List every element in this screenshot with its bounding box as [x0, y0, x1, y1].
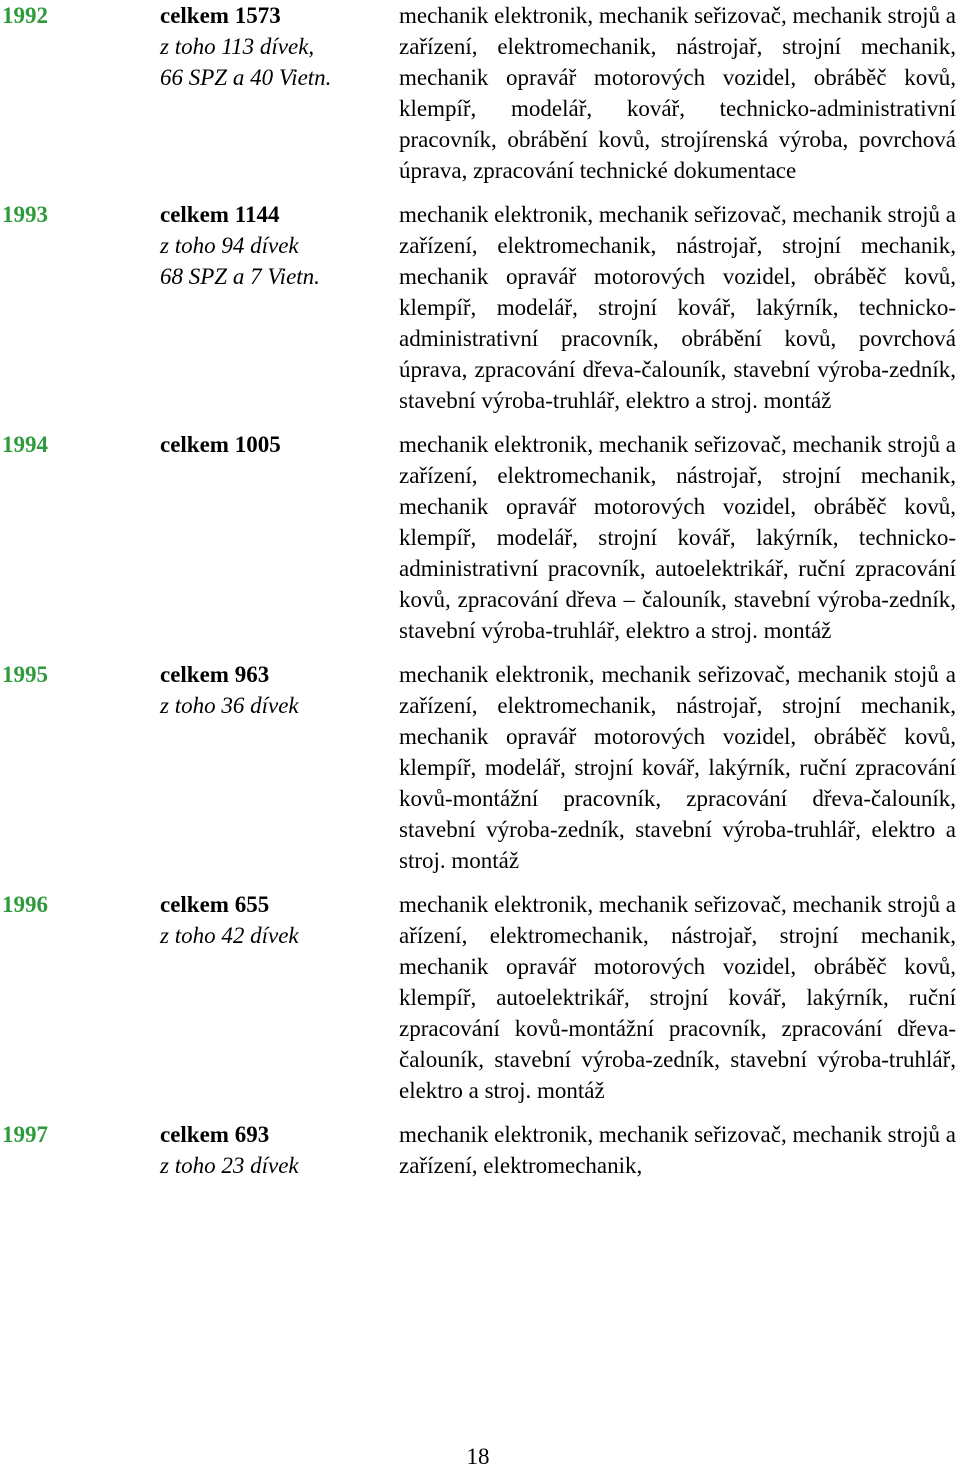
entry-summary: [160, 889, 380, 951]
year-entry-1996: [0, 889, 960, 1106]
entry-note: z toho 113 dívek,: [160, 34, 315, 59]
entry-trades: mechanik elektronik, mechanik seřizovač, mechanik stojů a zařízení, elektromechanik, nástrojař, strojní mechanik, mechanik opravář motorových vozidel, obráběč kovů, klempíř, modelář, strojní kovář, lakýrník, ruční zpracování kovů-montážní pracovník, zpracování dřeva-čalouník, stavební výroba-zedník, stavební výroba-truhlář, elektro a stroj. montáž: [399, 662, 956, 873]
entry-year: 1996: [2, 892, 48, 917]
year-entry-1992: [0, 0, 960, 186]
entry-trades: mechanik elektronik, mechanik seřizovač, mechanik strojů a zařízení, elektromechanik, nástrojař, strojní mechanik, mechanik opravář motorových vozidel, obráběč kovů, klempíř, modelář, strojní kovář, lakýrník, technicko-administrativní pracovník, obrábění kovů, povrchová úprava, zpracování dřeva-čalouník, stavební výroba-zedník, stavební výroba-truhlář, elektro a stroj. montáž: [399, 202, 956, 413]
entry-trades: mechanik elektronik, mechanik seřizovač, mechanik strojů a zařízení, elektromechanik, nástrojař, strojní mechanik, mechanik opravář motorových vozidel, obráběč kovů, klempíř, modelář, kovář, technicko-administrativní pracovník, obrábění kovů, strojírenská výroba, povrchová úprava, zpracování technické dokumentace: [399, 3, 956, 183]
entry-total: celkem 693: [160, 1122, 270, 1147]
entry-total: celkem 1573: [160, 3, 281, 28]
entry-note: z toho 94 dívek: [160, 233, 299, 258]
page-number: 18: [466, 1444, 490, 1469]
entry-note: z toho 23 dívek: [160, 1153, 299, 1178]
entry-total: celkem 1144: [160, 202, 280, 227]
entry-summary: [160, 0, 380, 93]
entry-total: celkem 963: [160, 662, 270, 687]
entry-trades: mechanik elektronik, mechanik seřizovač, mechanik strojů a zařízení, elektromechanik, nástrojař, strojní mechanik, mechanik opravář motorových vozidel, obráběč kovů, klempíř, modelář, strojní kovář, lakýrník, technicko-administrativní pracovník, autoelektrikář, ruční zpracování kovů, zpracování dřeva – čalouník, stavební výroba-zedník, stavební výroba-truhlář, elektro a stroj. montáž: [399, 432, 956, 643]
entry-year: 1993: [2, 202, 48, 227]
entry-year: 1994: [2, 432, 48, 457]
entry-summary: [160, 429, 380, 460]
entry-year: 1995: [2, 662, 48, 687]
year-entry-1993: [0, 199, 960, 416]
entry-total: celkem 1005: [160, 432, 281, 457]
year-entry-1994: [0, 429, 960, 646]
entry-note: z toho 42 dívek: [160, 923, 299, 948]
entry-total: celkem 655: [160, 892, 270, 917]
entry-summary: [160, 199, 380, 292]
entry-note: z toho 36 dívek: [160, 693, 299, 718]
entry-year: 1997: [2, 1122, 48, 1147]
entry-note: 68 SPZ a 7 Vietn.: [160, 264, 320, 289]
entry-year: 1992: [2, 3, 48, 28]
entry-summary: [160, 659, 380, 721]
year-entry-1997: [0, 1119, 960, 1181]
year-entry-1995: [0, 659, 960, 876]
entry-trades: mechanik elektronik, mechanik seřizovač, mechanik strojů a zařízení, elektromechanik,: [399, 1122, 956, 1178]
entry-note: 66 SPZ a 40 Vietn.: [160, 65, 332, 90]
entry-trades: mechanik elektronik, mechanik seřizovač, mechanik strojů a ařízení, elektromechanik, nástrojař, strojní mechanik, mechanik opravář motorových vozidel, obráběč kovů, klempíř, autoelektrikář, strojní kovář, lakýrník, ruční zpracování kovů-montážní pracovník, zpracování dřeva-čalouník, stavební výroba-zedník, stavební výroba-truhlář, elektro a stroj. montáž: [399, 892, 956, 1103]
entry-summary: [160, 1119, 380, 1181]
